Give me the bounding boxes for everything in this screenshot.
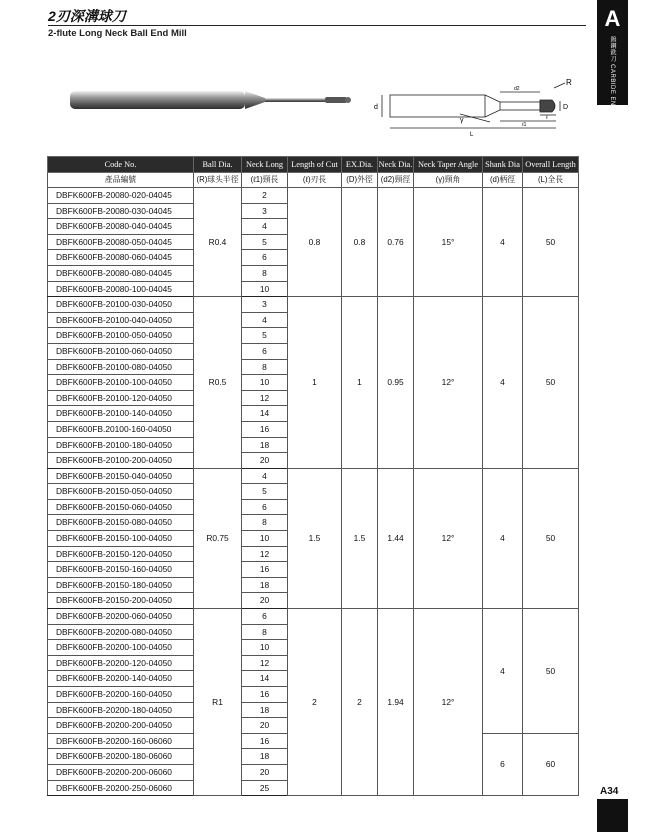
neck-long-cell: 12	[242, 655, 288, 671]
code-cell: DBFK600FB-20200-180-04050	[48, 702, 194, 718]
col-header: Code No.	[48, 157, 194, 173]
neck-long-cell: 8	[242, 359, 288, 375]
code-cell: DBFK600FB-20080-080-04045	[48, 265, 194, 281]
code-cell: DBFK600FB-20150-080-04050	[48, 515, 194, 531]
neck-long-cell: 5	[242, 328, 288, 344]
code-cell: DBFK600FB-20080-020-04045	[48, 188, 194, 204]
neck-long-cell: 16	[242, 421, 288, 437]
label-gamma: γ	[460, 117, 464, 124]
neck-long-cell: 8	[242, 624, 288, 640]
label-R: R	[566, 78, 572, 87]
length-of-cut-cell: 2	[288, 609, 342, 796]
section-tab	[597, 0, 628, 133]
tool-photo	[70, 91, 351, 109]
neck-long-cell: 8	[242, 265, 288, 281]
code-cell: DBFK600FB-20150-050-04050	[48, 484, 194, 500]
neck-dia-cell: 1.94	[378, 609, 414, 796]
neck-long-cell: 5	[242, 484, 288, 500]
code-cell: DBFK600FB-20100-180-04050	[48, 437, 194, 453]
label-d: d	[374, 104, 378, 111]
code-cell: DBFK600FB-20100-140-04050	[48, 406, 194, 422]
ball-dia-cell: R0.5	[194, 297, 242, 469]
neck-long-cell: 18	[242, 437, 288, 453]
code-cell: DBFK600FB-20150-040-04050	[48, 468, 194, 484]
code-cell: DBFK600FB-20200-160-06060	[48, 733, 194, 749]
code-cell: DBFK600FB-20080-040-04045	[48, 219, 194, 235]
neck-long-cell: 18	[242, 702, 288, 718]
neck-long-cell: 16	[242, 562, 288, 578]
code-cell: DBFK600FB-20080-060-04045	[48, 250, 194, 266]
code-cell: DBFK600FB-20200-180-06060	[48, 749, 194, 765]
code-cell: DBFK600FB-20200-140-04050	[48, 671, 194, 687]
code-cell: DBFK600FB-20200-160-04050	[48, 687, 194, 703]
page-edge-bar	[597, 799, 628, 832]
shank-dia-cell: 4	[483, 297, 523, 469]
col-subheader: (L)全長	[523, 173, 579, 188]
code-cell: DBFK600FB-20100-100-04050	[48, 375, 194, 391]
label-D: D	[563, 104, 569, 111]
neck-long-cell: 12	[242, 390, 288, 406]
length-of-cut-cell: 1.5	[288, 468, 342, 608]
subheader-row	[48, 173, 579, 188]
neck-long-cell: 12	[242, 546, 288, 562]
ex-dia-cell: 2	[342, 609, 378, 796]
code-cell: DBFK600FB-20150-060-04050	[48, 499, 194, 515]
col-subheader: (γ)頸角	[414, 173, 483, 188]
col-header: Neck Dia.	[378, 157, 414, 173]
code-cell: DBFK600FB-20200-060-04050	[48, 609, 194, 625]
code-cell: DBFK600FB-20200-200-04050	[48, 718, 194, 734]
shank-dia-cell: 4	[483, 188, 523, 297]
code-cell: DBFK600FB-20080-100-04045	[48, 281, 194, 297]
code-cell: DBFK600FB-20150-120-04050	[48, 546, 194, 562]
neck-dia-cell: 0.95	[378, 297, 414, 469]
table-row	[48, 468, 579, 484]
code-cell: DBFK600FB-20100-030-04050	[48, 297, 194, 313]
code-cell: DBFK600FB-20100-060-04050	[48, 343, 194, 359]
col-subheader: (ℓ1)頸長	[242, 173, 288, 188]
taper-angle-cell: 15°	[414, 188, 483, 297]
col-subheader: (ℓ)刃長	[288, 173, 342, 188]
code-cell: DBFK600FB-20080-050-04045	[48, 234, 194, 250]
neck-long-cell: 6	[242, 609, 288, 625]
neck-long-cell: 4	[242, 312, 288, 328]
tool-drawing	[60, 78, 590, 144]
tool-schematic	[382, 83, 565, 128]
code-cell: DBFK600FB-20150-180-04050	[48, 577, 194, 593]
neck-long-cell: 20	[242, 593, 288, 609]
overall-length-cell: 60	[523, 733, 579, 795]
section-category: 鎢鋼銑刀 CARBIDE END MILLS	[609, 36, 615, 133]
taper-angle-cell: 12°	[414, 468, 483, 608]
neck-long-cell: 10	[242, 640, 288, 656]
shank-dia-cell: 4	[483, 468, 523, 608]
neck-long-cell: 8	[242, 515, 288, 531]
ex-dia-cell: 1	[342, 297, 378, 469]
overall-length-cell: 50	[523, 188, 579, 297]
overall-length-cell: 50	[523, 609, 579, 734]
label-L: L	[470, 132, 474, 138]
neck-long-cell: 16	[242, 687, 288, 703]
code-cell: DBFK600FB-20150-100-04050	[48, 531, 194, 547]
col-subheader: (d)柄徑	[483, 173, 523, 188]
neck-long-cell: 14	[242, 406, 288, 422]
spec-table-body	[48, 188, 579, 796]
code-cell: DBFK600FB-20200-120-04050	[48, 655, 194, 671]
neck-long-cell: 6	[242, 499, 288, 515]
neck-long-cell: 3	[242, 203, 288, 219]
col-header: EX.Dia.	[342, 157, 378, 173]
shank-dia-cell: 6	[483, 733, 523, 795]
col-header: Neck Long	[242, 157, 288, 173]
neck-long-cell: 20	[242, 764, 288, 780]
overall-length-cell: 50	[523, 468, 579, 608]
col-subheader: (D)外徑	[342, 173, 378, 188]
neck-long-cell: 10	[242, 375, 288, 391]
table-row	[48, 188, 579, 204]
neck-long-cell: 5	[242, 234, 288, 250]
neck-long-cell: 18	[242, 577, 288, 593]
col-subheader: 產品編號	[48, 173, 194, 188]
code-cell: DBFK600FB-20200-250-06060	[48, 780, 194, 796]
neck-long-cell: 3	[242, 297, 288, 313]
spec-table	[47, 156, 579, 796]
neck-long-cell: 4	[242, 219, 288, 235]
table-row	[48, 609, 579, 625]
col-header: Neck Taper Angle	[414, 157, 483, 173]
section-letter: A	[604, 6, 621, 31]
header-row	[48, 157, 579, 173]
shank-dia-cell: 4	[483, 609, 523, 734]
length-of-cut-cell: 1	[288, 297, 342, 469]
ball-dia-cell: R1	[194, 609, 242, 796]
neck-long-cell: 20	[242, 718, 288, 734]
label-l: ℓ	[546, 115, 548, 121]
code-cell: DBFK600FB-20080-030-04045	[48, 203, 194, 219]
neck-long-cell: 18	[242, 749, 288, 765]
code-cell: DBFK600FB-20200-100-04050	[48, 640, 194, 656]
neck-long-cell: 6	[242, 343, 288, 359]
taper-angle-cell: 12°	[414, 609, 483, 796]
ball-dia-cell: R0.4	[194, 188, 242, 297]
neck-dia-cell: 1.44	[378, 468, 414, 608]
neck-dia-cell: 0.76	[378, 188, 414, 297]
ex-dia-cell: 1.5	[342, 468, 378, 608]
col-subheader: (R)球头半徑	[194, 173, 242, 188]
neck-long-cell: 2	[242, 188, 288, 204]
title-rule	[48, 25, 586, 26]
taper-angle-cell: 12°	[414, 297, 483, 469]
neck-long-cell: 10	[242, 531, 288, 547]
neck-long-cell: 25	[242, 780, 288, 796]
neck-long-cell: 4	[242, 468, 288, 484]
neck-long-cell: 10	[242, 281, 288, 297]
col-header: Ball Dia.	[194, 157, 242, 173]
neck-long-cell: 16	[242, 733, 288, 749]
col-header: Overall Length	[523, 157, 579, 173]
col-header: Shank Dia	[483, 157, 523, 173]
code-cell: DBFK600FB-20200-080-04050	[48, 624, 194, 640]
ball-dia-cell: R0.75	[194, 468, 242, 608]
code-cell: DBFK600FB-20100-200-04050	[48, 453, 194, 469]
table-row	[48, 297, 579, 313]
col-header: Length of Cut	[288, 157, 342, 173]
page-title-cn: 2刃深溝球刀	[48, 8, 126, 24]
page-title-en: 2-flute Long Neck Ball End Mill	[48, 28, 187, 39]
length-of-cut-cell: 0.8	[288, 188, 342, 297]
overall-length-cell: 50	[523, 297, 579, 469]
page-number: A34	[600, 786, 619, 797]
code-cell: DBFK600FB-20100-080-04050	[48, 359, 194, 375]
code-cell: DBFK600FB.20100-160-04050	[48, 421, 194, 437]
label-l1: ℓ1	[522, 122, 527, 128]
code-cell: DBFK600FB-20200-200-06060	[48, 764, 194, 780]
code-cell: DBFK600FB-20150-160-04050	[48, 562, 194, 578]
code-cell: DBFK600FB-20150-200-04050	[48, 593, 194, 609]
code-cell: DBFK600FB-20100-040-04050	[48, 312, 194, 328]
code-cell: DBFK600FB-20100-120-04050	[48, 390, 194, 406]
neck-long-cell: 14	[242, 671, 288, 687]
neck-long-cell: 6	[242, 250, 288, 266]
code-cell: DBFK600FB-20100-050-04050	[48, 328, 194, 344]
label-d2: d2	[514, 86, 520, 92]
col-subheader: (d2)頸徑	[378, 173, 414, 188]
ex-dia-cell: 0.8	[342, 188, 378, 297]
neck-long-cell: 20	[242, 453, 288, 469]
